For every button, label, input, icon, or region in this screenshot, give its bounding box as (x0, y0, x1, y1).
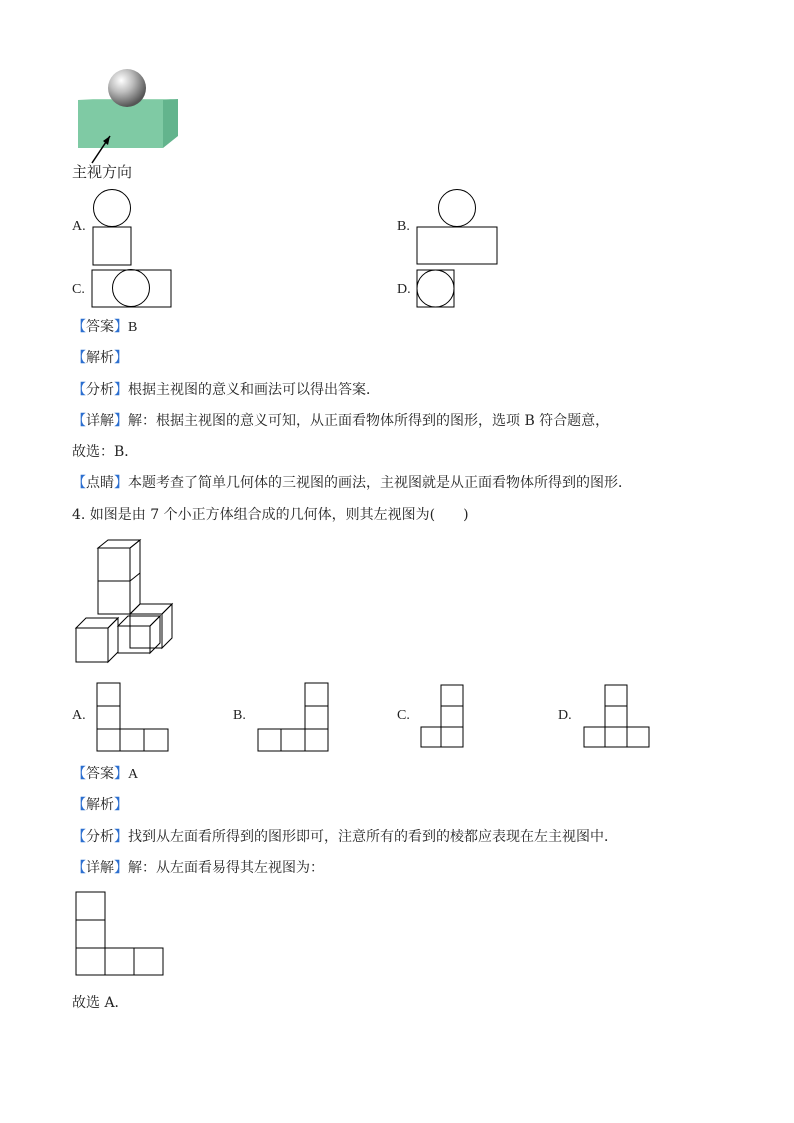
answer-value: B (128, 320, 138, 335)
q4-conclusion: 故选 A． (72, 995, 129, 1011)
q3-option-b-figure (416, 189, 500, 267)
q3-option-b-label: B. (397, 219, 410, 234)
q4-option-b-label: B. (233, 708, 246, 723)
q3-conclusion: 故选：B． (72, 444, 139, 460)
q3-option-d-label: D. (397, 282, 411, 297)
q4-option-a-figure (96, 682, 172, 752)
q3-answer-line: 【答案】B (72, 319, 138, 335)
answer-tag: 答案 (86, 319, 114, 335)
q4-option-c-figure (420, 684, 468, 750)
q3-xiangjie-line: 【详解】解：根据主视图的意义可知，从正面看物体所得到的图形，选项 B 符合题意， (72, 413, 610, 429)
q3-dianjing-line: 【点睛】本题考查了简单几何体的三视图的画法，主视图就是从正面看物体所得到的图形． (72, 475, 632, 491)
q4-option-a-label: A. (72, 708, 86, 723)
q4-answer-line: 【答案】A (72, 766, 139, 782)
q4-option-c-label: C. (397, 708, 410, 723)
figure-caption: 主视方向 (72, 163, 133, 181)
q3-option-d-figure (416, 269, 458, 311)
q4-cube-assembly-figure (74, 540, 178, 666)
q4-fenxi-line: 【分析】找到从左面看所得到的图形即可，注意所有的看到的棱都应表现在左主视图中． (72, 829, 618, 845)
q3-option-c-label: C. (72, 282, 85, 297)
answer-value: A (128, 767, 139, 782)
ball (108, 69, 146, 107)
q4-option-b-figure (257, 682, 333, 752)
q4-xiangjie-line: 【详解】解：从左面看易得其左视图为： (72, 860, 324, 876)
q4-option-d-figure (583, 684, 653, 750)
q3-fenxi-line: 【分析】根据主视图的意义和画法可以得出答案． (72, 382, 380, 398)
box-front-face (78, 100, 163, 148)
box-side-face (163, 99, 178, 148)
q3-analysis-heading: 【解析】 (72, 350, 128, 366)
q4-solution-figure (75, 891, 167, 977)
q4-question: 4. 如图是由 7 个小正方体组合成的几何体，则其左视图为( ) (72, 507, 469, 523)
q3-option-c-figure (91, 269, 175, 311)
answer-tag: 答案 (86, 766, 114, 782)
q3-option-a-figure (92, 189, 134, 267)
q4-analysis-heading: 【解析】 (72, 797, 128, 813)
q3-option-a-label: A. (72, 219, 86, 234)
q3-solid-figure (70, 60, 190, 170)
q4-option-d-label: D. (558, 708, 572, 723)
